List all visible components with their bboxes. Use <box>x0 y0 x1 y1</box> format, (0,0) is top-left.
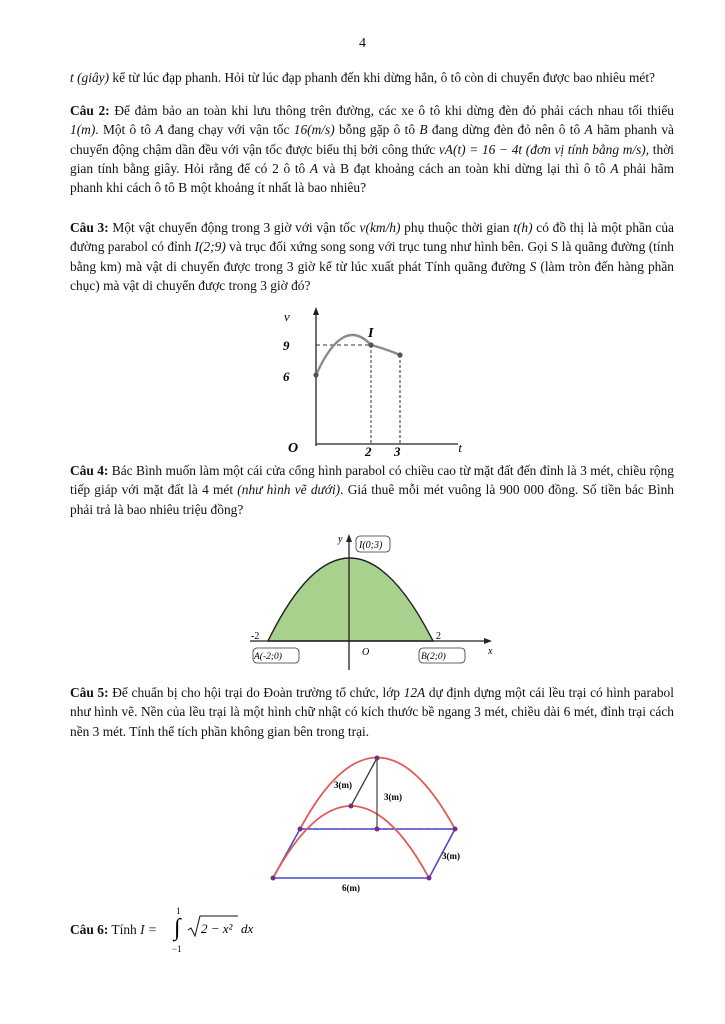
tick-6: 6 <box>283 369 290 384</box>
q2-text: phải hãm phanh khi cách ô tô B một khoảng ít nhất là bao nhiêu? <box>70 160 674 196</box>
q2-car-b: B <box>419 122 428 138</box>
q4-label: Câu 4: <box>70 463 109 478</box>
vertex-label: I <box>368 326 374 341</box>
q2-text: . Một ô tô <box>95 122 156 138</box>
point-b-label: B(2;0) <box>421 652 446 662</box>
q3-s: S <box>529 258 537 274</box>
vertex-label: I(0;3) <box>359 540 383 551</box>
q3-label: Câu 3: <box>70 220 109 235</box>
intro-text: kể từ lúc đạp phanh. Hỏi từ lúc đạp phanh đến khi dừng hẳn, ô tô còn di chuyển được bao nhiêu mét? <box>109 70 655 85</box>
q2-speed: 16(m/s) <box>293 122 335 138</box>
point-a-label: A(-2;0) <box>254 652 282 662</box>
y-axis-label: y <box>338 534 343 545</box>
page-number: 4 <box>359 36 366 51</box>
end-point <box>397 352 402 357</box>
q5-label: Câu 5: <box>70 685 109 700</box>
corner-point <box>298 827 303 832</box>
q3-text: (làm tròn đến hàng phần chục) mà vật di chuyển được trong 3 giờ đó? <box>70 258 674 293</box>
q4-text: . Giá thuê mỗi mét vuông là 900 000 đồng. Số tiền bác Bình phải trả là bao nhiêu triệu đồng? <box>70 482 674 517</box>
intro-paragraph <box>70 68 674 87</box>
q5-text: Để chuẩn bị cho hội trại do Đoàn trường tổ chức, lớp <box>108 685 404 700</box>
question-5 <box>70 683 674 741</box>
q2-text: đang chạy với vận tốc <box>163 122 294 138</box>
integral-sign: ∫ <box>174 915 181 941</box>
integral-upper-limit: 1 <box>176 906 181 916</box>
width-label: 3(m) <box>442 851 460 861</box>
q6-lhs: I = <box>140 922 157 937</box>
q3-time: t(h) <box>513 220 533 235</box>
ridge-length-label: 3(m) <box>334 780 352 790</box>
question-2 <box>70 101 674 197</box>
q2-text: và B đạt khoảng cách an toàn khi dừng lại thì ô tô <box>318 160 611 176</box>
start-point <box>313 372 318 377</box>
q2-text: hãm phanh và chuyển động chậm dần đều với vận tốc được biểu thị bởi công thức <box>70 122 674 157</box>
velocity-curve <box>316 335 400 375</box>
y-axis-label: v <box>284 309 290 324</box>
q2-car-a: A <box>610 160 619 176</box>
corner-point <box>271 876 276 881</box>
origin-label: O <box>288 441 299 456</box>
y-axis-arrow <box>346 534 352 542</box>
q3-text: và trục đối xứng song song với trục tung như hình bên. Gọi S là quãng đường (tính bằng km) mà vật di chuyển được trong 3 giờ kể từ lúc xuất phát Tính quãng đường <box>70 239 674 274</box>
height-label: 3(m) <box>384 792 402 802</box>
tick-2: 2 <box>436 631 441 642</box>
q3-text: có đồ thị là một phần của đường parabol có đỉnh <box>70 220 674 255</box>
tick-9: 9 <box>283 338 290 353</box>
q2-formula: vA(t) = 16 − 4t <box>438 141 523 157</box>
velocity-graph <box>270 304 470 456</box>
q5-text: dự định dựng một cái lều trại có hình parabol như hình vẽ. Nền của lều trại là một hình chữ nhật có kích thước bề ngang 3 mét, chiều dài 6 mét, đỉnh trại cách nền 3 mét. Tính thể tích phần không gian bên trong trại. <box>70 685 674 739</box>
q2-text: Để đảm bảo an toàn khi lưu thông trên đường, các xe ô tô khi dừng đèn đỏ phải cách nhau tối thiểu <box>109 103 674 118</box>
ridge-line <box>351 758 377 806</box>
integral-lower-limit: −1 <box>172 944 182 954</box>
gate-graph <box>240 530 502 672</box>
corner-point <box>427 876 432 881</box>
q2-text: thời gian tính bằng giây. Hỏi rằng để có 2 ô tô <box>70 141 675 176</box>
q2-car-a: A <box>309 160 319 176</box>
intro-var: t (giây) <box>70 70 110 85</box>
gate-parabola <box>268 558 433 641</box>
q2-text: bỗng gặp ô tô <box>334 122 420 138</box>
q6-label: Câu 6: <box>70 922 109 937</box>
q2-car-a: A <box>155 122 164 138</box>
integral-expression <box>168 904 278 954</box>
q2-label: Câu 2: <box>70 103 110 118</box>
length-label: 6(m) <box>342 883 360 893</box>
q3-vertex: I(2;9) <box>194 239 226 255</box>
x-axis-label: t <box>458 440 462 455</box>
y-axis-arrow <box>313 307 319 315</box>
q5-class: 12A <box>403 685 426 700</box>
ridge-point <box>375 756 380 761</box>
integral-dx: dx <box>241 921 254 936</box>
question-4 <box>70 461 674 519</box>
back-mid-point <box>375 827 380 832</box>
tick-2: 2 <box>365 444 372 456</box>
q4-note: (như hình vẽ dưới) <box>237 482 341 498</box>
q2-dist: 1(m) <box>70 122 96 138</box>
x-axis-arrow <box>484 638 492 644</box>
x-axis-label: x <box>488 646 493 657</box>
front-top-point <box>349 804 354 809</box>
tent-figure <box>266 748 476 896</box>
question-3 <box>70 218 674 295</box>
q2-unit-note: (đơn vị tính bằng m/s), <box>522 141 650 157</box>
q4-text: Bác Bình muốn làm một cái cửa cổng hình parabol có chiều cao từ mặt đất đến đỉnh là 3 mét, chiều rộng tiếp giáp với mặt đất là 4 mét <box>70 463 674 498</box>
tick-3: 3 <box>394 444 401 456</box>
tent-front-parabola <box>273 806 429 878</box>
question-6 <box>70 920 674 939</box>
q3-text: Một vật chuyển động trong 3 giờ với vận tốc <box>108 220 360 235</box>
tick-minus-2: -2 <box>251 631 260 642</box>
q3-text: phụ thuộc thời gian <box>400 220 514 235</box>
vertex-point <box>368 342 373 347</box>
q2-car-a: A <box>584 122 593 138</box>
origin-label: O <box>362 647 370 658</box>
integrand: 2 − x² <box>201 921 233 936</box>
q3-velocity: v(km/h) <box>359 220 401 235</box>
q2-text: đang dừng đèn đỏ nên ô tô <box>427 122 585 138</box>
corner-point <box>453 827 458 832</box>
q6-text: Tính <box>108 922 141 937</box>
